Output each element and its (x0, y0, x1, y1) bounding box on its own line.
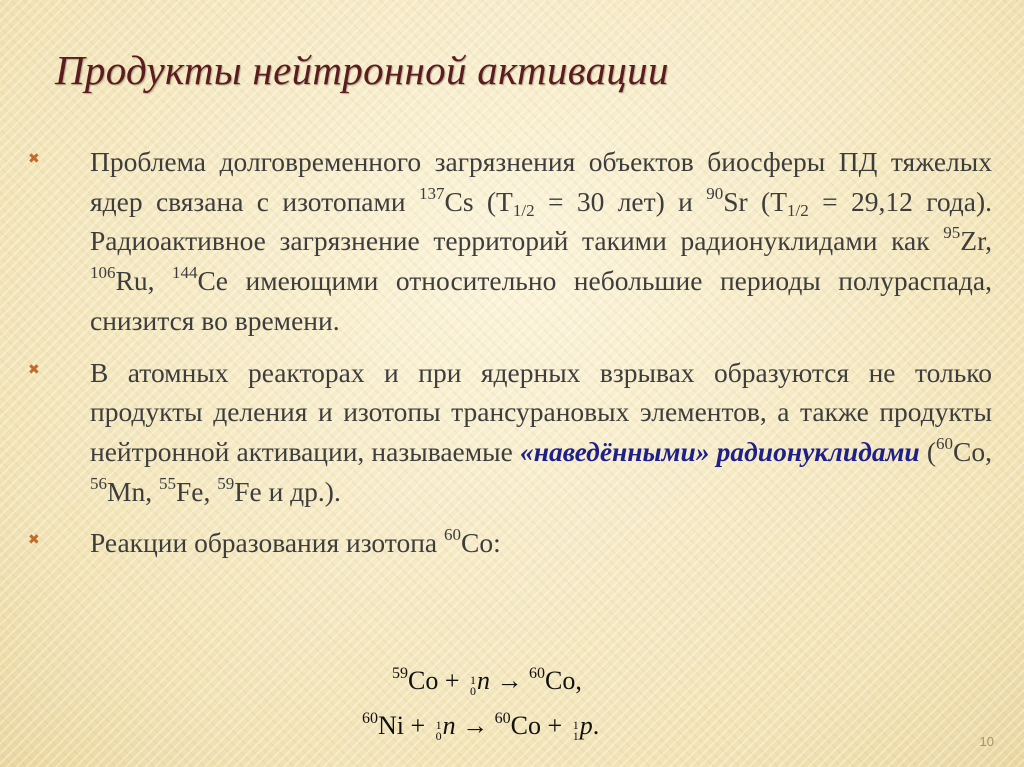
text-run: ( (919, 435, 937, 467)
bullet-item-2 (28, 353, 992, 512)
proton-charge-number: 1 (572, 729, 579, 743)
text-run: Co, (953, 435, 992, 467)
text-run: = 29,12 года). Радиоактивное загрязнение территорий такими радионуклидами как (90, 185, 993, 257)
text-run: Mn, (107, 475, 159, 507)
plus-sign: + (410, 711, 426, 740)
x-mark-bullet-icon: ✖ (28, 361, 40, 378)
highlighted-term: «наведёнными» радионуклидами (519, 435, 920, 467)
reaction-arrow: → (496, 666, 523, 695)
reaction-equation-2 (362, 711, 599, 742)
proton-symbol: p (579, 711, 593, 740)
bullet-item-1 (28, 142, 992, 341)
proton-notation (573, 720, 579, 742)
neutron-symbol: n (477, 666, 491, 695)
neutron-notation (470, 675, 476, 697)
neutron-charge-number: 0 (470, 684, 477, 698)
product-mass-number: 60 (494, 710, 511, 727)
neutron-mass-number: 1 (435, 718, 442, 732)
text-run: = 30 лет) и (534, 185, 707, 217)
x-mark-bullet-icon: ✖ (28, 151, 40, 167)
plus-sign: + (547, 711, 563, 740)
superscript-number: 60 (936, 433, 954, 453)
product-symbol: Co (545, 666, 576, 695)
bullet-text (90, 523, 992, 563)
text-run: Ru, (115, 265, 172, 297)
bullet-text (90, 353, 992, 512)
superscript-number: 106 (90, 263, 116, 283)
neutron-notation (436, 720, 442, 742)
reaction-arrow: → (462, 711, 489, 740)
product-symbol: Co (510, 711, 542, 740)
superscript-number: 60 (444, 525, 462, 545)
product-mass-number: 60 (529, 665, 546, 682)
text-run: Sr (T (723, 185, 788, 217)
reaction-equation-1 (392, 666, 582, 697)
superscript-number: 55 (158, 473, 176, 493)
text-run: Fe и др.). (234, 475, 341, 507)
superscript-number: 59 (217, 473, 235, 493)
superscript-number: 144 (171, 263, 198, 283)
superscript-number: 90 (706, 183, 724, 203)
superscript-number: 56 (90, 473, 107, 493)
text-run: Co: (461, 527, 501, 559)
slide-title: Продукты нейтронной активации (55, 47, 669, 93)
superscript-number: 95 (943, 223, 961, 243)
neutron-mass-number: 1 (470, 673, 477, 687)
bullet-text (90, 142, 992, 341)
bullet-item-3 (28, 523, 992, 563)
text-run: Проблема долговременного загрязнения объектов биосферы ПД тяжелых ядер связана с изотопами (90, 146, 992, 217)
text-run: Fe, (175, 475, 218, 507)
subscript-number: 1/2 (787, 200, 809, 220)
text-run: В атомных реакторах и при ядерных взрывах образуются не только продукты деления и изотопы трансурановых элементов, а также продукты нейтронной активации, называемые (90, 356, 992, 467)
x-mark-bullet-icon: ✖ (28, 532, 40, 549)
slide-page-number: 10 (979, 734, 994, 749)
neutron-symbol: n (442, 711, 456, 740)
bullet-list (28, 142, 992, 575)
reactant-symbol: Ni (378, 711, 404, 740)
superscript-number: 137 (418, 183, 445, 203)
proton-mass-number: 1 (572, 718, 579, 732)
neutron-charge-number: 0 (435, 729, 442, 743)
text-run: Cs (T (444, 185, 513, 217)
reactant-symbol: Co (408, 666, 439, 695)
plus-sign: + (444, 666, 460, 695)
subscript-number: 1/2 (512, 200, 535, 220)
equation-end-punctuation: , (575, 666, 582, 695)
text-run: Zr, (960, 225, 992, 257)
text-run: Реакции образования изотопа (90, 527, 445, 559)
text-run: Ce имеющими относительно небольшие периоды полураспада, снизится во времени. (90, 265, 993, 336)
reactant-mass-number: 60 (362, 710, 378, 727)
reactant-mass-number: 59 (392, 665, 408, 682)
equation-end-punctuation: . (592, 711, 600, 740)
